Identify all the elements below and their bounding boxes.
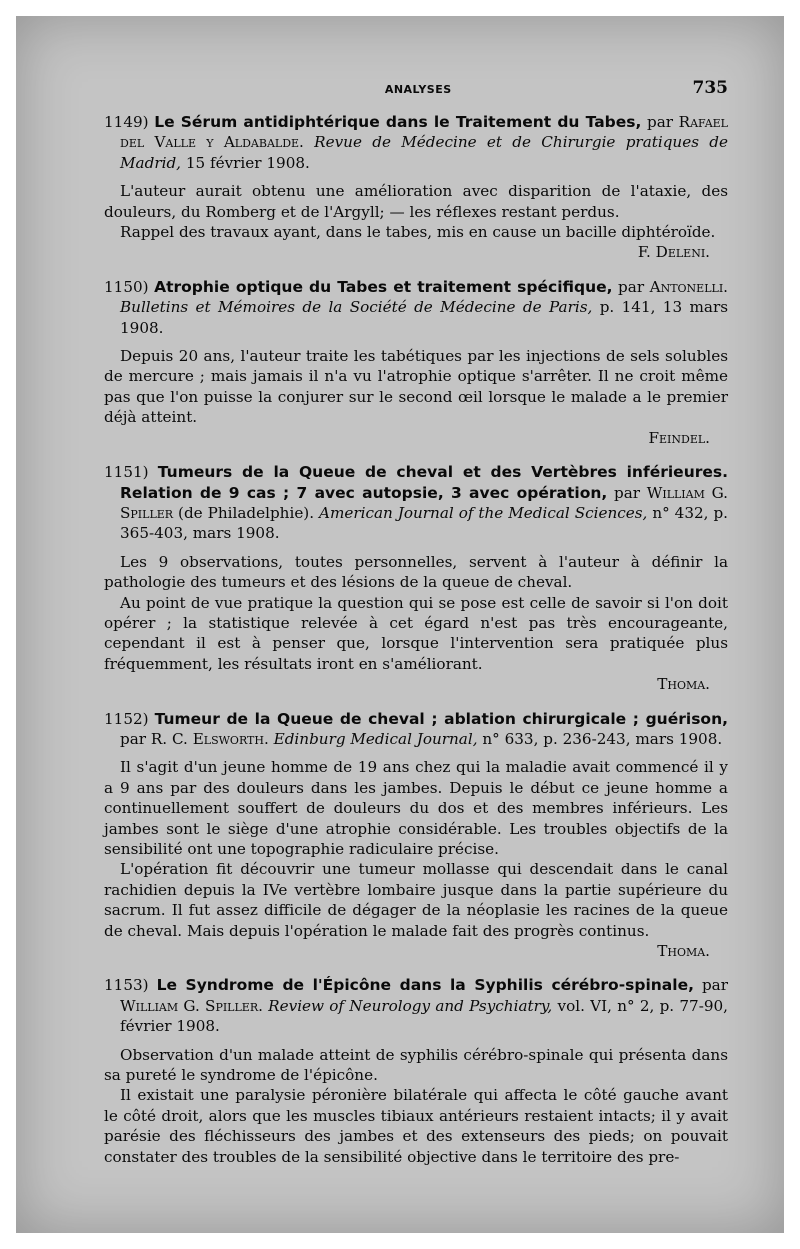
article-signature: Thoma. [657,675,710,694]
article-heading [104,112,728,173]
article-number: 1150) [104,277,149,296]
article-paragraph: Rappel des travaux ayant, dans le tabes, mis en cause un bacille diphtéroïde. [120,223,716,242]
article-paragraph: L'opération fit découvrir une tumeur mollasse qui descendait dans le canal rachidien depuis la IVe vertèbre lombaire jusque dans la partie supérieure du sacrum. Il fut assez difficile de dégager de la néoplasie les racines de la queue de cheval. Mais depuis l'opération le malade fait des progrès continus. [104,860,728,940]
article-title: Le Sérum antidiphtérique dans le Traitement du Tabes, [154,113,642,131]
article-source: Revue de Médecine et de Chirurgie pratiques de Madrid, [120,133,728,172]
article-author-suffix: (de Philadelphie). [173,503,315,522]
article-source: Edinburg Medical Journal, [268,729,478,748]
article-paragraph: Observation d'un malade atteint de syphilis cérébro-spinale qui présenta dans sa pureté le syndrome de l'épicône. [104,1045,728,1085]
article-source: Bulletins et Mémoires de la Société de Médecine de Paris, [120,298,593,317]
article-signature: Feindel. [648,428,710,447]
article-paragraph: Il existait une paralysie péronière bilatérale qui affecta le côté gauche avant le côté droit, alors que les muscles tibiaux antérieurs restaient intacts; il y avait parésie des fléchisseurs des jambes et des extenseurs des pieds; on pouvait constater des troubles de la sensibilité objective dans le territoire des pre- [104,1086,728,1166]
article-paragraph: L'auteur aurait obtenu une amélioration avec disparition de l'ataxie, des douleurs, du Romberg et de l'Argyll; — les réflexes restant perdus. [104,182,728,221]
article-by: par [607,483,647,502]
article-signature: Thoma. [657,942,710,961]
article-by: par [641,113,679,131]
article-source: American Journal of the Medical Sciences, [314,503,648,522]
article-1153 [104,975,728,1167]
article-details: vol. VI, n° 2, p. 77-90, février 1908. [120,996,728,1036]
article-author: R. C. Elsworth. [150,729,269,748]
article-heading [104,975,728,1036]
article-paragraph: Au point de vue pratique la question qui se pose est celle de savoir si l'on doit opérer ; la statistique relevée à cet égard n'est pas très encourageante, cependant il est à penser que, lorsque l'intervention sera pratiquée plus fréquemment, les résultats iront en s'améliorant. [104,593,728,673]
article-1150 [104,277,728,448]
article-by: par [612,277,650,296]
article-heading [104,277,728,338]
article-by: par [693,976,728,995]
article-paragraph: Depuis 20 ans, l'auteur traite les tabétiques par les injections de sels solubles de mercure ; mais jamais il n'a vu l'atrophie optique s'arrêter. Il ne croit même pas que l'on puisse la conjurer sur le second œil lorsque le malade a le premier déjà atteint. [104,347,728,427]
article-details: p. 141, 13 mars 1908. [120,298,729,337]
article-number: 1149) [104,113,149,131]
scanned-page [16,16,784,1233]
article-1152 [104,709,728,962]
page-content [104,78,728,1181]
article-title: Le Syndrome de l'Épicône dans la Syphilis cérébro-spinale, [156,976,694,995]
article-details: n° 432, p. 365-403, mars 1908. [120,503,728,543]
article-number: 1153) [104,976,149,995]
article-details: n° 633, p. 236-243, mars 1908. [477,729,723,748]
article-1151 [104,462,728,694]
article-author: Rafael del Valle y Aldabalde. [120,113,728,152]
article-signature: F. Deleni. [637,243,710,262]
running-header [104,78,728,102]
article-number: 1151) [104,463,149,482]
article-title: Tumeur de la Queue de cheval ; ablation chirurgicale ; guérison, [154,709,728,728]
article-source: Review of Neurology and Psychiatry, [262,996,553,1015]
article-author: William G. Spiller [120,483,728,522]
article-1149 [104,112,728,263]
article-title: Tumeurs de la Queue de cheval et des Vertèbres inférieures. Relation de 9 cas ; 7 avec autopsie, 3 avec opération, [120,463,729,502]
running-title: ANALYSES [384,83,452,96]
article-paragraph: Les 9 observations, toutes personnelles, servent à l'auteur à définir la pathologie des tumeurs et des lésions de la queue de cheval. [104,552,728,592]
article-details: 15 février 1908. [181,153,310,172]
article-by: par [120,729,151,748]
page-number: 735 [692,78,728,98]
article-author: William G. Spiller. [120,996,263,1015]
article-author: Antonelli. [649,277,728,296]
article-heading [104,709,728,750]
article-title: Atrophie optique du Tabes et traitement spécifique, [154,277,613,296]
article-number: 1152) [104,709,149,728]
article-heading [104,462,728,544]
article-paragraph: Il s'agit d'un jeune homme de 19 ans chez qui la maladie avait commencé il y a 9 ans par des douleurs dans les jambes. Depuis le début ce jeune homme a continuellement souffert de douleurs du dos et des membres inférieurs. Les jambes sont le siège d'une atrophie considérable. Les troubles objectifs de la sensibilité ont une topographie radiculaire précise. [104,758,728,858]
